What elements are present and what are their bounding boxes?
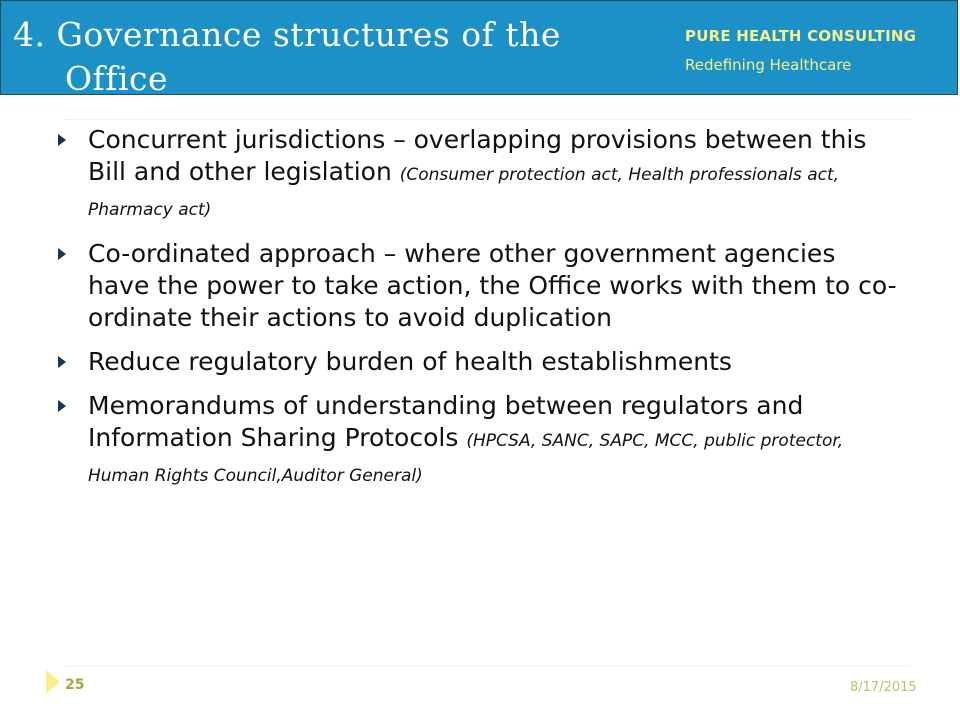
bullet-text: Memorandums of understanding between regulators and Information Sharing Protocols [88,391,804,452]
bullet-arrow-icon [58,134,66,146]
footer-triangle-icon [46,670,60,694]
bullet-text: Concurrent jurisdictions – overlapping provisions between this Bill and other legislation [88,125,867,186]
bullet-note: (Consumer protection act, Health professionals act, Pharmacy act) [88,165,840,220]
bullet-list [58,124,898,504]
bottom-divider [64,666,910,667]
slide-title [13,13,633,101]
list-item [58,390,898,492]
slide-date: 8/17/2015 [850,680,917,695]
list-item [58,346,898,378]
bullet-arrow-icon [58,400,66,412]
bullet-arrow-icon [58,248,66,260]
bullet-text: Reduce regulatory burden of health establishments [88,347,732,376]
header-bar [0,0,958,98]
brand-name: PURE HEALTH CONSULTING [685,27,917,45]
top-divider [64,119,910,120]
brand-tagline: Redefining Healthcare [685,56,852,74]
bullet-text: Co-ordinated approach – where other government agencies have the power to take action, the Office works with them to co-ordinate their actions to avoid duplication [88,239,897,332]
page-number: 25 [65,677,85,693]
bullet-note: (HPCSA, SANC, SAPC, MCC, public protector, Human Rights Council,Auditor General) [88,431,844,486]
list-item [58,124,898,226]
slide-title-line1: 4. Governance structures of the [13,15,561,54]
slide-title-line2: Office [65,59,169,98]
bullet-arrow-icon [58,356,66,368]
list-item [58,238,898,334]
